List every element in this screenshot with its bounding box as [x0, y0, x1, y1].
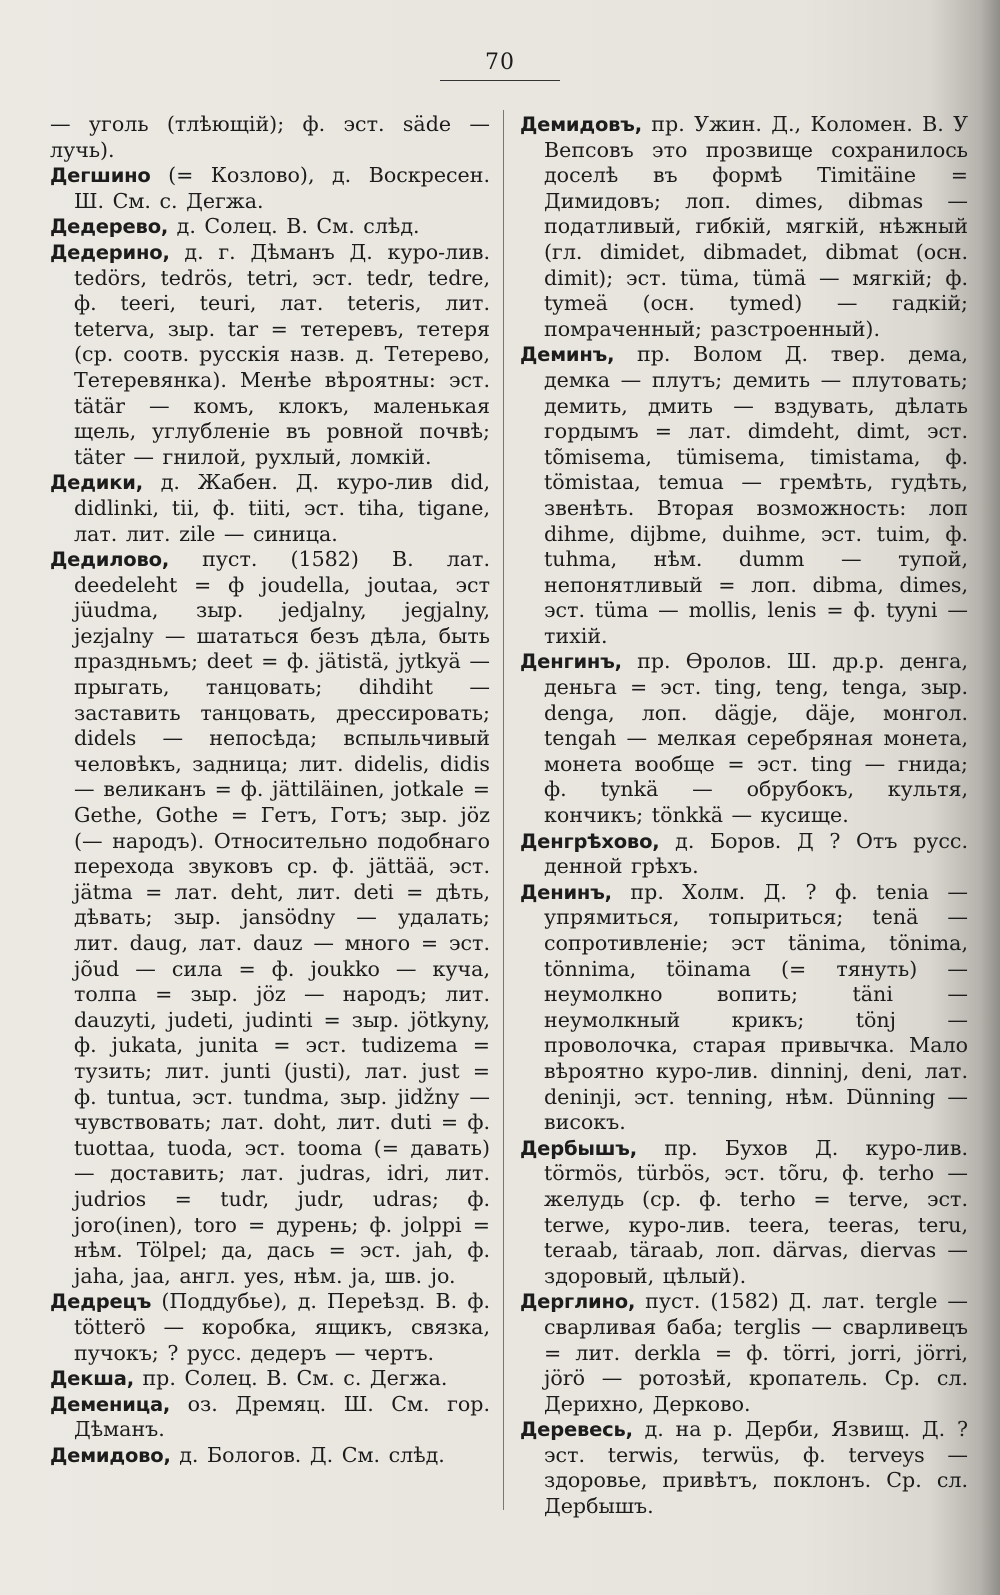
- dictionary-entry: [50, 1443, 490, 1469]
- dictionary-entry: [50, 112, 490, 163]
- entry-headword: Демидовъ,: [520, 113, 642, 136]
- entry-headword: Деревесь,: [520, 1418, 633, 1442]
- column-divider: [503, 110, 504, 1510]
- entry-text: д. Боров. Д ? Отъ русс. денной грѣхъ.: [544, 828, 968, 879]
- page-number: 70: [485, 50, 515, 75]
- header-rule: [440, 80, 560, 81]
- dictionary-entry: [520, 1136, 968, 1290]
- dictionary-entry: [520, 342, 968, 649]
- dictionary-entry: [50, 214, 490, 240]
- dictionary-entry: [520, 649, 968, 828]
- entry-headword: Денгрѣхово,: [520, 829, 660, 853]
- entry-text: д. Жабен. Д. куро-лив did, didlinki, tii, ф. tiiti, эст. tiha, tigane, лат. лит. zile — синица.: [74, 470, 490, 546]
- entry-headword: Демидово,: [50, 1443, 171, 1467]
- entry-text: д. Солец. В. См. слѣд.: [168, 214, 420, 239]
- entry-headword: Деминъ,: [520, 343, 615, 367]
- dictionary-entry: [520, 1417, 968, 1519]
- entry-text: д. на р. Дерби, Язвищ. Д. ? эст. terwis, terwüs, ф. terveys — здоровье, привѣтъ, поклонъ. Ср. сл. Дербышъ.: [544, 1417, 968, 1519]
- entry-text: пр. Ѳролов. Ш. др.р. денга, деньга = эст. ting, teng, tenga, зыр. denga, лоп. dägje, däje, монгол. tengah — мелкая серебряная монета, монета вообще = эст. ting — гнида; ф. tynkä — обрубокъ, культя, кончикъ; tönkkä — кусище.: [544, 649, 968, 828]
- entry-headword: Денинъ,: [520, 880, 612, 904]
- entry-headword: Дегшино: [50, 164, 151, 188]
- dictionary-entry: [520, 880, 968, 1136]
- dictionary-entry: [50, 1392, 490, 1443]
- entry-headword: Дедилово,: [50, 548, 170, 572]
- entry-text: пр. Бухов Д. куро-лив. törmös, türbös, эст. tõru, ф. terho — желудь (ср. ф. terho = terve, эст. terwe, куро-лив. teera, teeras, teru, teraab, täraab, лоп. därvas, diervas — здоровый, цѣлый).: [544, 1135, 968, 1288]
- dictionary-entry: [50, 163, 490, 214]
- dictionary-entry: [50, 1289, 490, 1366]
- entry-text: пр. Холм. Д. ? ф. tenia — упрямиться, топыриться; tenä — сопротивленіе; эст tänima, tönima, tönnima, töinama (= тянуть) — неумолкно вопить; täni — неумолкный крикъ; tönj — проволочка, старая привычка. Мало вѣроятно куро-лив. dinninj, deni, лат. deninji, эст. tenning, нѣм. Dünning — високъ.: [544, 879, 968, 1135]
- dictionary-entry: [50, 547, 490, 1289]
- entry-headword: Дербышъ,: [520, 1136, 637, 1160]
- dictionary-entry: [50, 240, 490, 470]
- dictionary-entry: [50, 470, 490, 547]
- dictionary-entry: [520, 1289, 968, 1417]
- dictionary-entry: [520, 112, 968, 342]
- entry-headword: Декша,: [50, 1367, 134, 1391]
- entry-headword: Дерглино,: [520, 1290, 636, 1314]
- right-column: [520, 112, 968, 1520]
- dictionary-entry: [50, 1366, 490, 1392]
- entry-text: (= Козлово), д. Воскресен. Ш. См. с. Дегжа.: [74, 163, 490, 213]
- entry-headword: Деменица,: [50, 1392, 171, 1416]
- entry-text: пр. Волом Д. твер. дема, демка — плутъ; демить — плутовать; демить, дмить — вздувать, дѣлать гордымъ = лат. dimdeht, dimt, эст. tõmisema, tümisema, timistama, ф. tömistaa, temua — гремѣть, гудѣть, звенѣть. Вторая возможность: лоп dihme, dijbme, duihme, эст. tuim, ф. tuhma, нѣм. dumm — тупой, непонятливый = лоп. dibma, dimes, эст. tüma — mollis, lenis = ф. tyyni — тихій.: [544, 342, 968, 648]
- entry-text: пуст. (1582) Д. лат. tergle — сварливая баба; terglis — сварливецъ = лит. derkla = ф. törri, jorri, jörri, jörö — ротозѣй, кропатель. Ср. сл. Дерихно, Дерково.: [544, 1289, 968, 1416]
- left-column: [50, 112, 490, 1468]
- entry-headword: Дедрецъ: [50, 1290, 152, 1314]
- entry-text: д. г. Дѣманъ Д. куро-лив. tedörs, tedrös, tetri, эст. tedr, tedre, ф. teeri, teuri, лат. teteris, лит. teterva, зыр. tar = тетеревъ, тетеря (ср. соотв. русскія назв. д. Тетерево, Тетеревянка). Менѣе вѣроятны: эст. tätär — комъ, клокъ, маленькая щель, углубленіе въ ровной почвѣ; täter — гнилой, рухлый, ломкій.: [74, 239, 490, 469]
- entry-text: пр. Солец. В. См. с. Дегжа.: [133, 1366, 448, 1391]
- entry-text: пр. Ужин. Д., Коломен. В. У Вепсовъ это прозвище сохранилось доселѣ въ формѣ Timitäine = Димидовъ; лоп. dimes, dibmas — податливый, гибкій, мягкій, нѣжный (гл. dimidet, dibmadet, dibmat (осн. dimit); эст. tüma, tümä — мягкій; ф. tymeä (осн. tymed) — гадкій; помраченный; разстроенный).: [544, 112, 968, 341]
- entry-text: д. Бологов. Д. См. слѣд.: [170, 1442, 445, 1467]
- entry-headword: Дедики,: [50, 471, 143, 495]
- entry-headword: Дедерево,: [50, 215, 169, 239]
- entry-headword: Дедерино,: [50, 240, 170, 264]
- entry-headword: Денгинъ,: [520, 650, 622, 674]
- entry-text: пуст. (1582) В. лат. deedeleht = ф joudella, joutaa, эст jüudma, зыр. jedjalny, jegjalny, jezjalny — шататься безъ дѣла, быть праздньмъ; deet = ф. jätistä, jytkyä — прыгать, танцовать; dihdiht — заставить танцовать, дрессировать; didels — непосѣда; вспыльчивый человѣкъ, задница; лит. didelis, didis — великанъ = ф. jättiläinen, jotkale = Gethe, Gothe = Гетъ, Готъ; зыр. jöz (— народъ). Относительно подобнаго перехода звуковъ ср. ф. jättää, эст. jätma = лат. deht, лит. deti = дѣть, дѣвать; зыр. jansödny — удалать; лит. daug, лат. dauz — много = эст. jõud — сила = ф. joukko — куча, толпа = зыр. jöz — народъ; лит. dauzyti, judeti, judinti = зыр. jötkyny, ф. jukata, junita = эст. tudizema = тузить; лит. junti (justi), лат. just = ф. tuntua, эст. tundma, зыр. jidžny — чувствовать; лат. doht, лит. duti = ф. tuottaa, tuoda, эст. tooma (= давать) — доставить; лат. judras, idri, лит. judrios = tudr, judr, udras; ф. joro(inen), toro = дурень; ф. jolppi = нѣм. Tölpel; да, дась = эст. jah, ф. jaha, jaa, англ. yes, нѣм. ja, шв. jo.: [74, 547, 490, 1288]
- entry-text: (Поддубье), д. Переѣзд. В. ф. tötterö — коробка, ящикъ, связка, пучокъ; ? русс. дедеръ — чертъ.: [74, 1289, 490, 1365]
- entry-text: — уголь (тлѣющій); ф. эст. säde — лучь).: [50, 112, 490, 162]
- entry-text: оз. Дремяц. Ш. См. гор. Дѣманъ.: [74, 1391, 490, 1442]
- dictionary-entry: [520, 829, 968, 880]
